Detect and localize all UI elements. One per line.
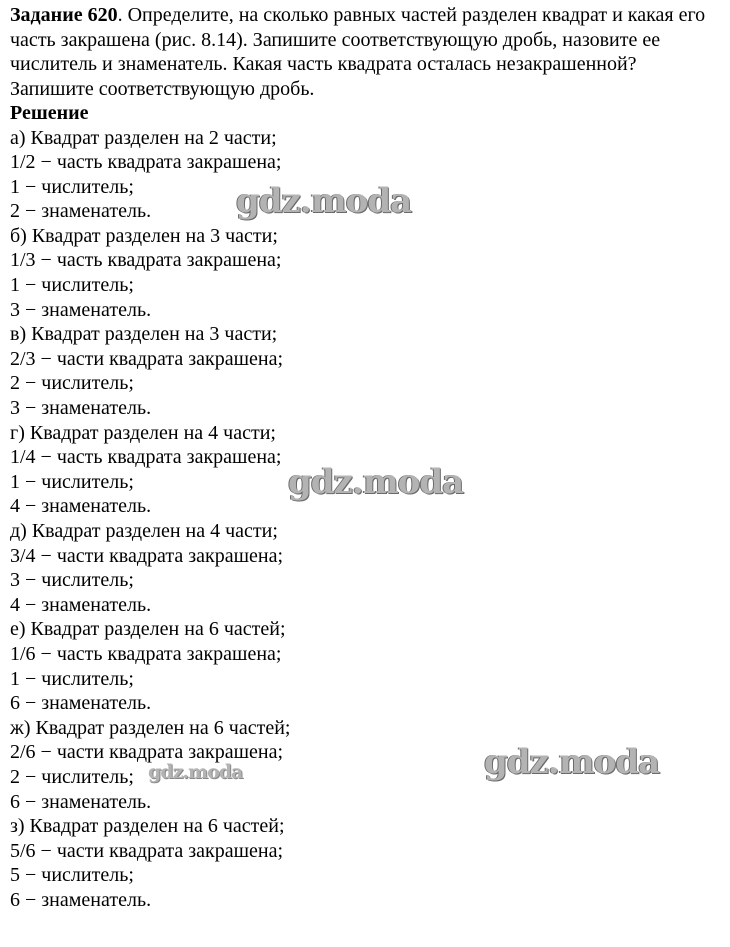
- solution-line: е) Квадрат разделен на 6 частей;: [10, 618, 286, 641]
- task-text: . Определите, на сколько равных частей разделен квадрат и какая его часть закрашена (рис. 8.14). Запишите соответствующую дробь, назовите ее числитель и знаменатель. Какая часть квадрата осталась незакрашенной? Запишите соответствующую дробь.: [10, 4, 706, 100]
- solution-line: 2 − числитель;: [10, 765, 134, 788]
- solution-line: 1 − числитель;: [10, 667, 134, 690]
- solution-line: г) Квадрат разделен на 4 части;: [10, 421, 276, 444]
- solution-line: 6 − знаменатель.: [10, 692, 152, 715]
- solution-line: 3 − знаменатель.: [10, 397, 152, 420]
- solution-line: 1/2 − часть квадрата закрашена;: [10, 151, 282, 174]
- watermark: gdz.moda: [236, 181, 412, 221]
- solution-line: в) Квадрат разделен на 3 части;: [10, 323, 278, 346]
- solution-heading: Решение: [10, 102, 89, 124]
- solution-line: д) Квадрат разделен на 4 части;: [10, 520, 278, 542]
- solution-line: ж) Квадрат разделен на 6 частей;: [10, 716, 291, 739]
- solution-line: 5 − числитель;: [10, 864, 134, 887]
- solution-line: 2/6 − части квадрата закрашена;: [10, 741, 284, 764]
- solution-line: 1 − числитель;: [10, 470, 134, 493]
- solution-line: 1/6 − часть квадрата закрашена;: [10, 642, 282, 665]
- watermark: gdz.moda: [484, 742, 660, 782]
- solution-line: 4 − знаменатель.: [10, 593, 152, 616]
- watermark: gdz.moda: [148, 761, 243, 783]
- watermark: gdz.moda: [288, 462, 464, 502]
- task-statement: [10, 3, 722, 101]
- solution-line: 1/4 − часть квадрата закрашена;: [10, 446, 282, 469]
- solution-line: 1 − числитель;: [10, 274, 134, 297]
- solution-line: 2 − знаменатель.: [10, 200, 152, 223]
- solution-line: 1 − числитель;: [10, 175, 134, 198]
- task-title: Задание 620: [10, 4, 118, 26]
- solution-line: 3/4 − части квадрата закрашена;: [10, 544, 284, 567]
- solution-line: 1/3 − часть квадрата закрашена;: [10, 249, 282, 272]
- solution-line: 2 − числитель;: [10, 372, 134, 395]
- solution-line: 6 − знаменатель.: [10, 888, 152, 911]
- solution-line: 2/3 − части квадрата закрашена;: [10, 347, 284, 370]
- solution-line: 5/6 − части квадрата закрашена;: [10, 839, 284, 862]
- solution-line: б) Квадрат разделен на 3 части;: [10, 224, 278, 247]
- solution-body: [10, 126, 722, 913]
- solution-line: 6 − знаменатель.: [10, 790, 152, 813]
- solution-line: з) Квадрат разделен на 6 частей;: [10, 815, 285, 838]
- solution-line: 3 − числитель;: [10, 569, 134, 592]
- solution-line: а) Квадрат разделен на 2 части;: [10, 126, 277, 149]
- solution-line: 3 − знаменатель.: [10, 298, 152, 321]
- solution-line: 4 − знаменатель.: [10, 495, 152, 518]
